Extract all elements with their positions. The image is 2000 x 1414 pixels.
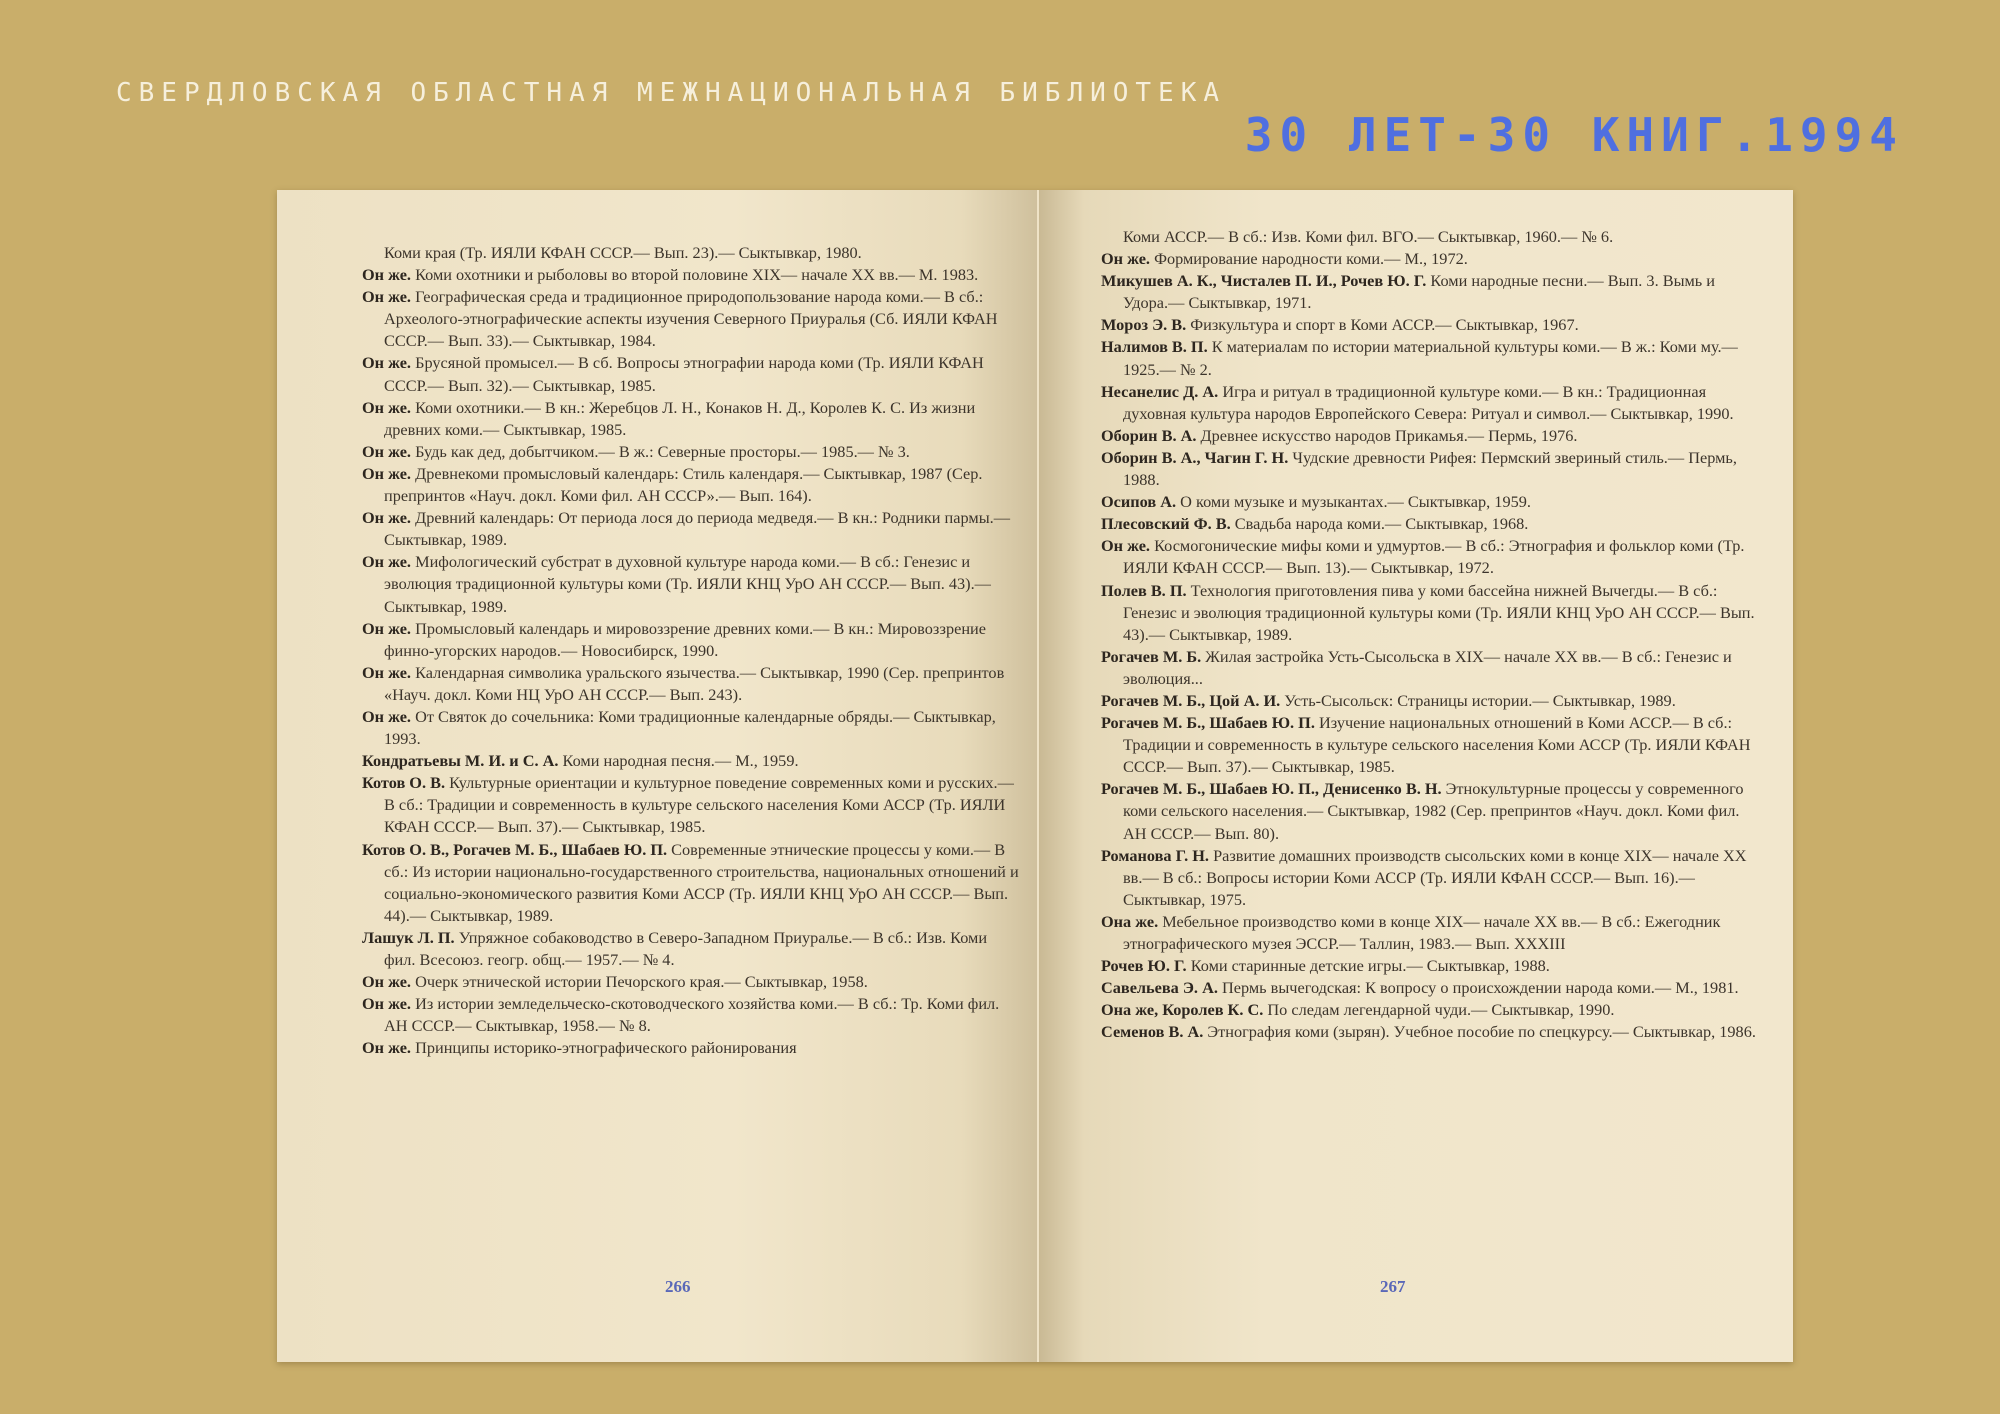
- bibliography-entry: [362, 662, 1022, 706]
- entry-author: Оборин В. А.: [1101, 425, 1197, 445]
- entry-text: Мебельное производство коми в конце XIX— начале XX вв.— В сб.: Ежегодник этнографического музея ЭССР.— Таллин, 1983.— Вып. XXXIII: [1123, 911, 1721, 953]
- bibliography-entry: [1101, 314, 1761, 336]
- bibliography-entry: [1101, 845, 1761, 911]
- entry-author: Она же, Королев К. С.: [1101, 1000, 1264, 1020]
- entry-text: Географическая среда и традиционное природопользование народа коми.— В сб.: Археолого-этнографические аспекты изучения Северного Приуралья (Сб. ИЯЛИ КФАН СССР.— Вып. 33).— Сыктывкар, 1984.: [384, 287, 998, 351]
- entry-author: Полев В. П.: [1101, 580, 1187, 600]
- entry-author: Кондратьевы М. И. и С. А.: [362, 751, 559, 771]
- entry-text: Промысловый календарь и мировоззрение древних коми.— В кн.: Мировоззрение финно-угорских народов.— Новосибирск, 1990.: [384, 618, 986, 660]
- entry-text: Чудские древности Рифея: Пермский звериный стиль.— Пермь, 1988.: [1123, 447, 1737, 490]
- entry-author: Мороз Э. В.: [1101, 315, 1187, 335]
- entry-author: Рочев Ю. Г.: [1101, 956, 1187, 976]
- entry-author: Он же.: [362, 994, 412, 1014]
- entry-text: По следам легендарной чуди.— Сыктывкар, 1990.: [1267, 1000, 1615, 1020]
- bibliography-entry: [362, 772, 1022, 838]
- bibliography-entry: [1101, 955, 1761, 977]
- entry-text: Коми народные песни.— Вып. 3. Вымь и Удора.— Сыктывкар, 1971.: [1123, 271, 1716, 313]
- page-number: 266: [665, 1277, 691, 1296]
- entry-author: Котов О. В.: [362, 773, 446, 793]
- entry-text: Коми охотники.— В кн.: Жеребцов Л. Н., Конаков Н. Д., Королев К. С. Из жизни древних коми.— Сыктывкар, 1985.: [384, 397, 976, 439]
- bibliography-entry: [1101, 491, 1761, 513]
- entry-text: Свадьба народа коми.— Сыктывкар, 1968.: [1234, 514, 1529, 534]
- entry-author: Несанелис Д. А.: [1101, 381, 1219, 401]
- bibliography-entry: [1101, 270, 1761, 314]
- entry-author: Оборин В. А., Чагин Г. Н.: [1101, 447, 1289, 467]
- bibliography-entry: [1101, 646, 1761, 690]
- bibliography-entry: [1101, 381, 1761, 425]
- entry-author: Налимов В. П.: [1101, 337, 1208, 357]
- entry-text: Коми народная песня.— М., 1959.: [562, 751, 799, 771]
- entry-author: Он же.: [362, 552, 412, 572]
- bibliography-entry: [1101, 248, 1761, 270]
- entry-text: Будь как дед, добытчиком.— В ж.: Северные просторы.— 1985.— № 3.: [415, 441, 910, 461]
- entry-text: Календарная символика уральского язычества.— Сыктывкар, 1990 (Сер. препринтов «Науч. докл. Коми НЦ УрО АН СССР.— Вып. 243).: [384, 662, 1005, 704]
- entry-author: Рогачев М. Б., Цой А. И.: [1101, 690, 1281, 710]
- entry-text: Принципы историко-этнографического районирования: [415, 1038, 797, 1058]
- entry-text: Коми края (Тр. ИЯЛИ КФАН СССР.— Вып. 23).— Сыктывкар, 1980.: [384, 243, 862, 262]
- entry-author: Осипов А.: [1101, 492, 1177, 512]
- entry-text: Пермь вычегодская: К вопросу о происхождении народа коми.— М., 1981.: [1221, 978, 1739, 998]
- entry-author: Он же.: [362, 441, 412, 461]
- bibliography-entry: [362, 971, 1022, 993]
- bibliography-entry: [1101, 535, 1761, 579]
- page-number: 267: [1380, 1277, 1406, 1296]
- entry-author: Он же.: [362, 972, 412, 992]
- bibliography-entry: [1101, 447, 1761, 491]
- bibliography-list: [1101, 226, 1761, 1043]
- entry-text: Развитие домашних производств сысольских коми в конце XIX— начале XX вв.— В сб.: Вопросы истории Коми АССР (Тр. ИЯЛИ КФАН СССР.— Вып. 16).— Сыктывкар, 1975.: [1123, 845, 1747, 909]
- entry-author: Он же.: [362, 662, 412, 682]
- entry-text: Технология приготовления пива у коми бассейна нижней Вычегды.— В сб.: Генезис и эволюция традиционной культуры коми (Тр. ИЯЛИ КНЦ УрО АН СССР.— Вып. 43).— Сыктывкар, 1989.: [1123, 580, 1755, 644]
- entry-text: Жилая застройка Усть-Сысольска в XIX— начале XX вв.— В сб.: Генезис и эволюция...: [1123, 646, 1732, 688]
- bibliography-entry: [1101, 513, 1761, 535]
- entry-author: Он же.: [1101, 536, 1151, 556]
- entry-text: К материалам по истории материальной культуры коми.— В ж.: Коми му.— 1925.— № 2.: [1123, 337, 1738, 379]
- entry-text: Усть-Сысольск: Страницы истории.— Сыктывкар, 1989.: [1284, 690, 1676, 710]
- bibliography-entry: [1101, 580, 1761, 646]
- entry-author: Лашук Л. П.: [362, 927, 455, 947]
- bibliography-entry: [362, 352, 1022, 396]
- entry-text: От Святок до сочельника: Коми традиционные календарные обряды.— Сыктывкар, 1993.: [384, 706, 996, 749]
- entry-author: Романова Г. Н.: [1101, 845, 1210, 865]
- entry-text: Современные этнические процессы у коми.— В сб.: Из истории национально-государственного строительства, национальных отношений и социально-экономического развития Коми АССР (Тр. ИЯЛИ КНЦ УрО АН СССР.— Вып. 44).— Сыктывкар, 1989.: [384, 839, 1019, 925]
- entry-text: Изучение национальных отношений в Коми АССР.— В сб.: Традиции и современность в культуре сельского населения Коми АССР (Тр. ИЯЛИ КФАН СССР.— Вып. 37).— Сыктывкар, 1985.: [1123, 713, 1751, 777]
- bibliography-entry: [362, 750, 1022, 772]
- entry-text: О коми музыке и музыкантах.— Сыктывкар, 1959.: [1180, 492, 1531, 512]
- entry-author: Рогачев М. Б., Шабаев Ю. П.: [1101, 713, 1315, 733]
- entry-author: Плесовский Ф. В.: [1101, 514, 1231, 534]
- library-name: СВЕРДЛОВСКАЯ ОБЛАСТНАЯ МЕЖНАЦИОНАЛЬНАЯ БИБЛИОТЕКА: [116, 78, 1227, 108]
- bibliography-entry: [1101, 977, 1761, 999]
- bibliography-list: [362, 242, 1022, 1059]
- bibliography-entry: [362, 551, 1022, 617]
- entry-author: Микушев А. К., Чисталев П. И., Рочев Ю. Г.: [1101, 271, 1427, 291]
- page-title: 30 ЛЕТ-30 КНИГ.1994: [1244, 108, 1904, 162]
- bibliography-entry: [1101, 712, 1761, 778]
- bibliography-entry: [1101, 778, 1761, 844]
- entry-author: Он же.: [362, 265, 412, 285]
- entry-author: Семенов В. А.: [1101, 1022, 1204, 1042]
- entry-author: Рогачев М. Б., Шабаев Ю. П., Денисенко В. Н.: [1101, 779, 1442, 799]
- bibliography-entry: [1101, 911, 1761, 955]
- bibliography-entry: [1101, 336, 1761, 380]
- entry-author: Рогачев М. Б.: [1101, 646, 1202, 666]
- entry-text: Этнокультурные процессы у современного коми сельского населения.— Сыктывкар, 1982 (Сер. препринтов «Науч. докл. Коми фил. АН СССР.— Вып. 80).: [1123, 779, 1744, 843]
- entry-author: Он же.: [362, 353, 412, 373]
- entry-text: Игра и ритуал в традиционной культуре коми.— В кн.: Традиционная духовная культура народов Европейского Севера: Ритуал и символ.— Сыктывкар, 1990.: [1123, 381, 1734, 423]
- entry-text: Физкультура и спорт в Коми АССР.— Сыктывкар, 1967.: [1190, 315, 1579, 335]
- bibliography-entry: [1101, 1021, 1761, 1043]
- entry-text: Упряжное собаководство в Северо-Западном Приуралье.— В сб.: Изв. Коми фил. Всесоюз. геогр. общ.— 1957.— № 4.: [384, 927, 988, 969]
- right-page: [1039, 190, 1793, 1362]
- entry-text: Древнекоми промысловый календарь: Стиль календаря.— Сыктывкар, 1987 (Сер. препринтов «Науч. докл. Коми фил. АН СССР».— Вып. 164).: [384, 463, 983, 506]
- bibliography-entry: [362, 993, 1022, 1037]
- bibliography-entry: [362, 397, 1022, 441]
- entry-text: Формирование народности коми.— М., 1972.: [1154, 249, 1468, 269]
- entry-author: Котов О. В., Рогачев М. Б., Шабаев Ю. П.: [362, 839, 668, 859]
- entry-text: Коми старинные детские игры.— Сыктывкар, 1988.: [1190, 956, 1550, 976]
- entry-author: Он же.: [362, 287, 412, 307]
- bibliography-entry: [1101, 226, 1761, 248]
- entry-text: Из истории земледельческо-скотоводческого хозяйства коми.— В сб.: Тр. Коми фил. АН СССР.— Сыктывкар, 1958.— № 8.: [384, 994, 1000, 1036]
- entry-author: Он же.: [362, 397, 412, 417]
- bibliography-entry: [362, 242, 1022, 264]
- bibliography-entry: [362, 441, 1022, 463]
- bibliography-entry: [362, 706, 1022, 750]
- entry-text: Этнография коми (зырян). Учебное пособие по спецкурсу.— Сыктывкар, 1986.: [1207, 1022, 1756, 1042]
- entry-text: Коми АССР.— В сб.: Изв. Коми фил. ВГО.— Сыктывкар, 1960.— № 6.: [1123, 227, 1614, 246]
- entry-author: Он же.: [362, 508, 412, 528]
- entry-author: Он же.: [362, 618, 412, 638]
- bibliography-entry: [362, 463, 1022, 507]
- entry-text: Коми охотники и рыболовы во второй половине XIX— начале XX вв.— М. 1983.: [415, 265, 979, 285]
- bibliography-entry: [1101, 999, 1761, 1021]
- book-spread: [277, 190, 1793, 1362]
- entry-text: Древний календарь: От периода лося до периода медведя.— В кн.: Родники пармы.— Сыктывкар, 1989.: [384, 508, 1010, 550]
- bibliography-entry: [1101, 425, 1761, 447]
- entry-author: Он же.: [362, 463, 412, 483]
- entry-text: Космогонические мифы коми и удмуртов.— В сб.: Этнография и фольклор коми (Тр. ИЯЛИ КФАН СССР.— Вып. 13).— Сыктывкар, 1972.: [1123, 536, 1745, 578]
- entry-author: Савельева Э. А.: [1101, 978, 1218, 998]
- bibliography-entry: [362, 286, 1022, 352]
- left-page: [277, 190, 1037, 1362]
- entry-author: Он же.: [362, 706, 412, 726]
- entry-author: Он же.: [362, 1038, 412, 1058]
- bibliography-entry: [362, 264, 1022, 286]
- entry-text: Культурные ориентации и культурное поведение современных коми и русских.— В сб.: Традиции и современность в культуре сельского населения Коми АССР (Тр. ИЯЛИ КФАН СССР.— Вып. 37).— Сыктывкар, 1985.: [384, 773, 1014, 837]
- bibliography-entry: [362, 618, 1022, 662]
- entry-text: Брусяной промысел.— В сб. Вопросы этнографии народа коми (Тр. ИЯЛИ КФАН СССР.— Вып. 32).— Сыктывкар, 1985.: [384, 353, 984, 395]
- entry-author: Она же.: [1101, 911, 1159, 931]
- bibliography-entry: [1101, 690, 1761, 712]
- entry-text: Мифологический субстрат в духовной культуре народа коми.— В сб.: Генезис и эволюция традиционной культуры коми (Тр. ИЯЛИ КНЦ УрО АН СССР.— Вып. 43).— Сыктывкар, 1989.: [384, 552, 991, 616]
- entry-author: Он же.: [1101, 249, 1151, 269]
- entry-text: Древнее искусство народов Прикамья.— Пермь, 1976.: [1200, 425, 1578, 445]
- entry-text: Очерк этнической истории Печорского края.— Сыктывкар, 1958.: [415, 972, 868, 992]
- bibliography-entry: [362, 507, 1022, 551]
- bibliography-entry: [362, 927, 1022, 971]
- bibliography-entry: [362, 1037, 1022, 1059]
- bibliography-entry: [362, 839, 1022, 927]
